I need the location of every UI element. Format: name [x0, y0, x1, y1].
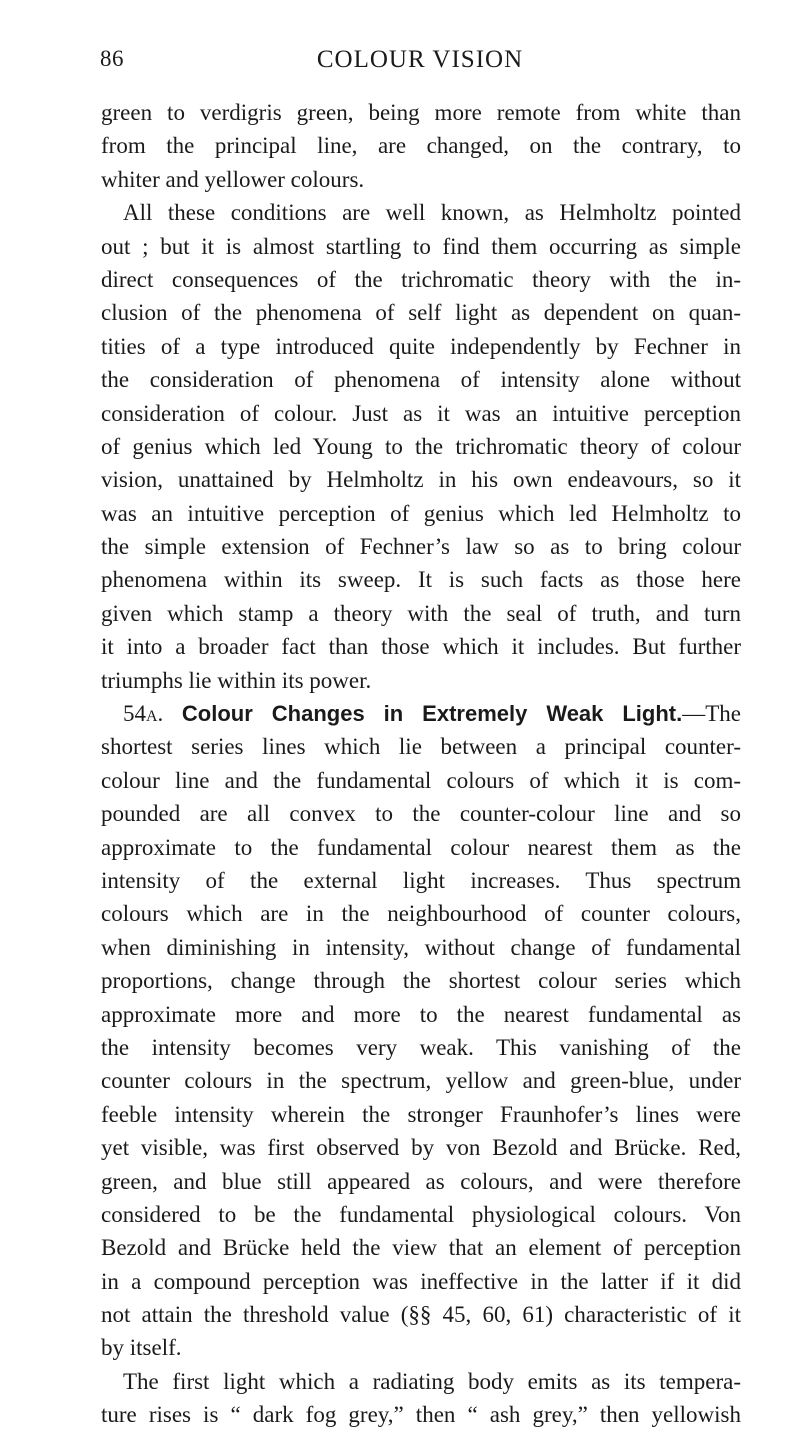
text-line: whiter and yellower colours. [101, 166, 365, 192]
text-line: out ; but it is almost startling to find them occurring as simple [101, 233, 741, 259]
text-line: feeble intensity wherein the stronger Fraunhofer’s lines were [101, 1101, 741, 1127]
text-line: proportions, change through the shortest colour series which [101, 968, 741, 994]
text-line: intensity of the external light increases. Thus spectrum [101, 867, 741, 893]
section-number: 54 [123, 701, 146, 727]
text-line: given which stamp a theory with the seal of truth, and turn [101, 600, 741, 626]
running-head: COLOUR VISION [316, 46, 524, 73]
section-number-suffix: a. [146, 701, 164, 727]
text-line: All these conditions are well known, as Helmholtz pointed [123, 200, 741, 226]
text-line: not attain the threshold value (§§ 45, 60, 61) characteristic of it [101, 1302, 741, 1328]
text-line: when diminishing in intensity, without change of fundamental [101, 934, 741, 960]
text-line: approximate to the fundamental colour nearest them as the [101, 834, 741, 860]
text-line: counter colours in the spectrum, yellow and green-blue, under [101, 1068, 741, 1094]
text-line: in a compound perception was ineffective in the latter if it did [101, 1268, 741, 1294]
text-line: of genius which led Young to the trichromatic theory of colour [101, 433, 741, 459]
section-title: Colour Changes in Extremely Weak Light. [181, 701, 683, 727]
text-line: from the principal line, are changed, on the contrary, to [101, 133, 741, 159]
text-line: consideration of colour. Just as it was an intuitive perception [101, 400, 741, 426]
text-line: Bezold and Brücke held the view that an element of perception [101, 1235, 741, 1261]
text-line: tities of a type introduced quite independently by Fechner in [101, 333, 741, 359]
text-line: green, and blue still appeared as colours, and were therefore [101, 1168, 741, 1194]
section-first-line-rest: —The [682, 701, 741, 727]
text-line: pounded are all convex to the counter-colour line and so [101, 801, 741, 827]
text-line: it into a broader fact than those which it includes. But further [101, 634, 741, 660]
page-number: 86 [100, 46, 124, 71]
text-line: direct consequences of the trichromatic theory with the in- [101, 266, 741, 292]
text-line: colour line and the fundamental colours of which it is com- [101, 767, 741, 793]
text-line: colours which are in the neighbourhood of counter colours, [101, 901, 741, 927]
text-line: the intensity becomes very weak. This vanishing of the [101, 1034, 741, 1060]
text-line: yet visible, was first observed by von Bezold and Brücke. Red, [101, 1135, 741, 1161]
text-line: approximate more and more to the nearest fundamental as [101, 1001, 741, 1027]
body-text [101, 96, 741, 1432]
text-line: the consideration of phenomena of intensity alone without [101, 367, 741, 393]
text-line: shortest series lines which lie between a principal counter- [101, 734, 741, 760]
section-heading-line [101, 697, 741, 730]
text-line: ture rises is “ dark fog grey,” then “ ash grey,” then yellowish [101, 1402, 741, 1428]
text-line: was an intuitive perception of genius which led Helmholtz to [101, 500, 741, 526]
text-line: the simple extension of Fechner’s law so as to bring colour [101, 534, 741, 560]
text-line: considered to be the fundamental physiological colours. Von [101, 1201, 741, 1227]
text-line: vision, unattained by Helmholtz in his own endeavours, so it [101, 467, 741, 493]
text-line: triumphs lie within its power. [101, 667, 372, 693]
text-line: The first light which a radiating body emits as its tempera- [123, 1368, 741, 1394]
text-line: clusion of the phenomena of self light as dependent on quan- [101, 300, 741, 326]
text-line: phenomena within its sweep. It is such facts as those here [101, 567, 741, 593]
text-line: green to verdigris green, being more remote from white than [101, 100, 741, 125]
text-line: by itself. [101, 1335, 182, 1361]
